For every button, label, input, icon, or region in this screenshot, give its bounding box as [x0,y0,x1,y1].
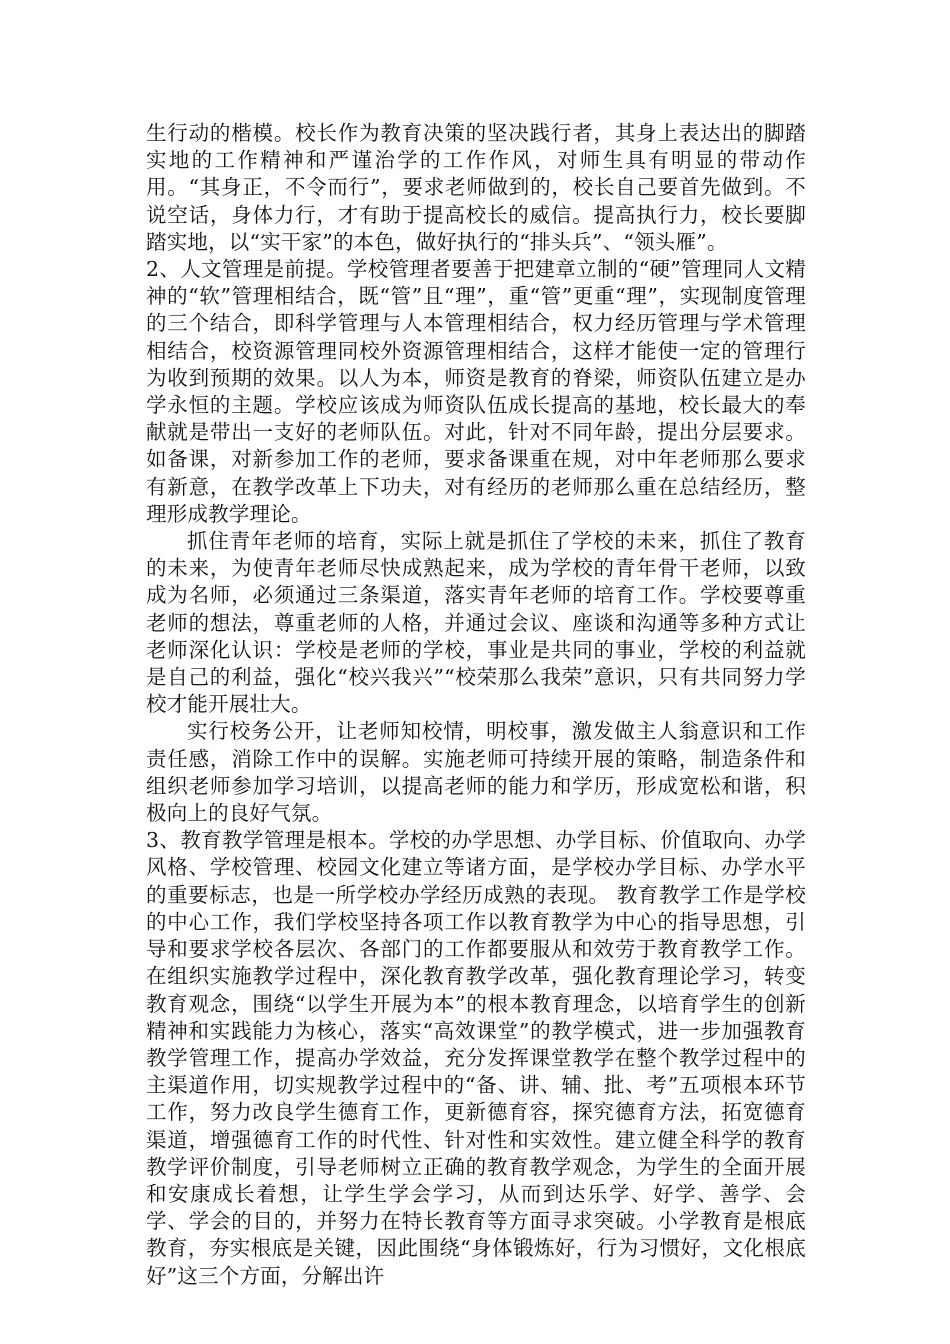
paragraph-humanistic-management: 2、人文管理是前提。学校管理者要善于把建章立制的“硬”管理同人文精神的“软”管理相结合，既“管”且“理”，重“管”更重“理”，实现制度管理的三个结合，即科学管理与人本管理相结合，权力经历管理与学术管理相结合，校资源管理同校外资源管理相结合，这样才能使一定的管理行为收到预期的效果。以人为本，师资是教育的脊梁，师资队伍建立是办学永恒的主题。学校应该成为师资队伍成长提高的基地，校长最大的奉献就是带出一支好的老师队伍。对此，针对不同年龄，提出分层要求。如备课，对新参加工作的老师，要求备课重在规，对中年老师那么要求有新意，在教学改革上下功夫，对有经历的老师那么重在总结经历，整理形成教学理论。 [146,257,806,526]
paragraph-open-affairs: 实行校务公开，让老师知校情，明校事，激发做主人翁意识和工作责任感，消除工作中的误解。实施老师可持续开展的策略，制造条件和组织老师参加学习培训，以提高老师的能力和学历，形成宽松和谐，积极向上的良好气氛。 [146,719,806,826]
document-page [146,120,806,1290]
paragraph-principal-role: 生行动的楷模。校长作为教育决策的坚决践行者，其身上表达出的脚踏实地的工作精神和严谨治学的工作作风，对师生具有明显的带动作用。“其身正，不令而行”，要求老师做到的，校长自己要首先做到。不说空话，身体力行，才有助于提高校长的威信。提高执行力，校长要脚踏实地，以“实干家”的本色，做好执行的“排头兵”、“领头雁”。 [146,121,806,254]
paragraph-teaching-management: 3、教育教学管理是根本。学校的办学思想、办学目标、价值取向、办学风格、学校管理、校园文化建立等诸方面，是学校办学目标、办学水平的重要标志，也是一所学校办学经历成熟的表现。 教育教学工作是学校的中心工作，我们学校坚持各项工作以教育教学为中心的指导思想，引导和要求学校各层次、各部门的工作都要服从和效劳于教育教学工作。在组织实施教学过程中，深化教育教学改革，强化教育理论学习，转变教育观念，围绕“以学生开展为本”的根本教育理念，以培育学生的创新精神和实践能力为核心，落实“高效课堂”的教学模式，进一步加强教育教学管理工作，提高办学效益，充分发挥课堂教学在整个教学过程中的主渠道作用，切实规教学过程中的“备、讲、辅、批、考”五项根本环节工作，努力改良学生德育工作，更新德育容，探究德育方法，拓宽德育渠道，增强德育工作的时代性、针对性和实效性。建立健全科学的教育教学评价制度，引导老师树立正确的教育教学观念，为学生的全面开展和安康成长着想，让学生学会学习，从而到达乐学、好学、善学、会学、学会的目的，并努力在特长教育等方面寻求突破。小学教育是根底教育，夯实根底是关键，因此围绕“身体锻炼好，行为习惯好，文化根底好”这三个方面，分解出许 [146,828,806,1288]
paragraph-young-teachers: 抓住青年老师的培育，实际上就是抓住了学校的未来，抓住了教育的未来，为使青年老师尽快成熟起来，成为学校的青年骨干老师，以致成为名师，必须通过三条渠道，落实青年老师的培育工作。学校要尊重老师的想法，尊重老师的人格，并通过会议、座谈和沟通等多种方式让老师深化认识：学校是老师的学校，事业是共同的事业，学校的利益就是自己的利益，强化“校兴我兴”“校荣那么我荣”意识，只有共同努力学校才能开展壮大。 [146,529,806,717]
